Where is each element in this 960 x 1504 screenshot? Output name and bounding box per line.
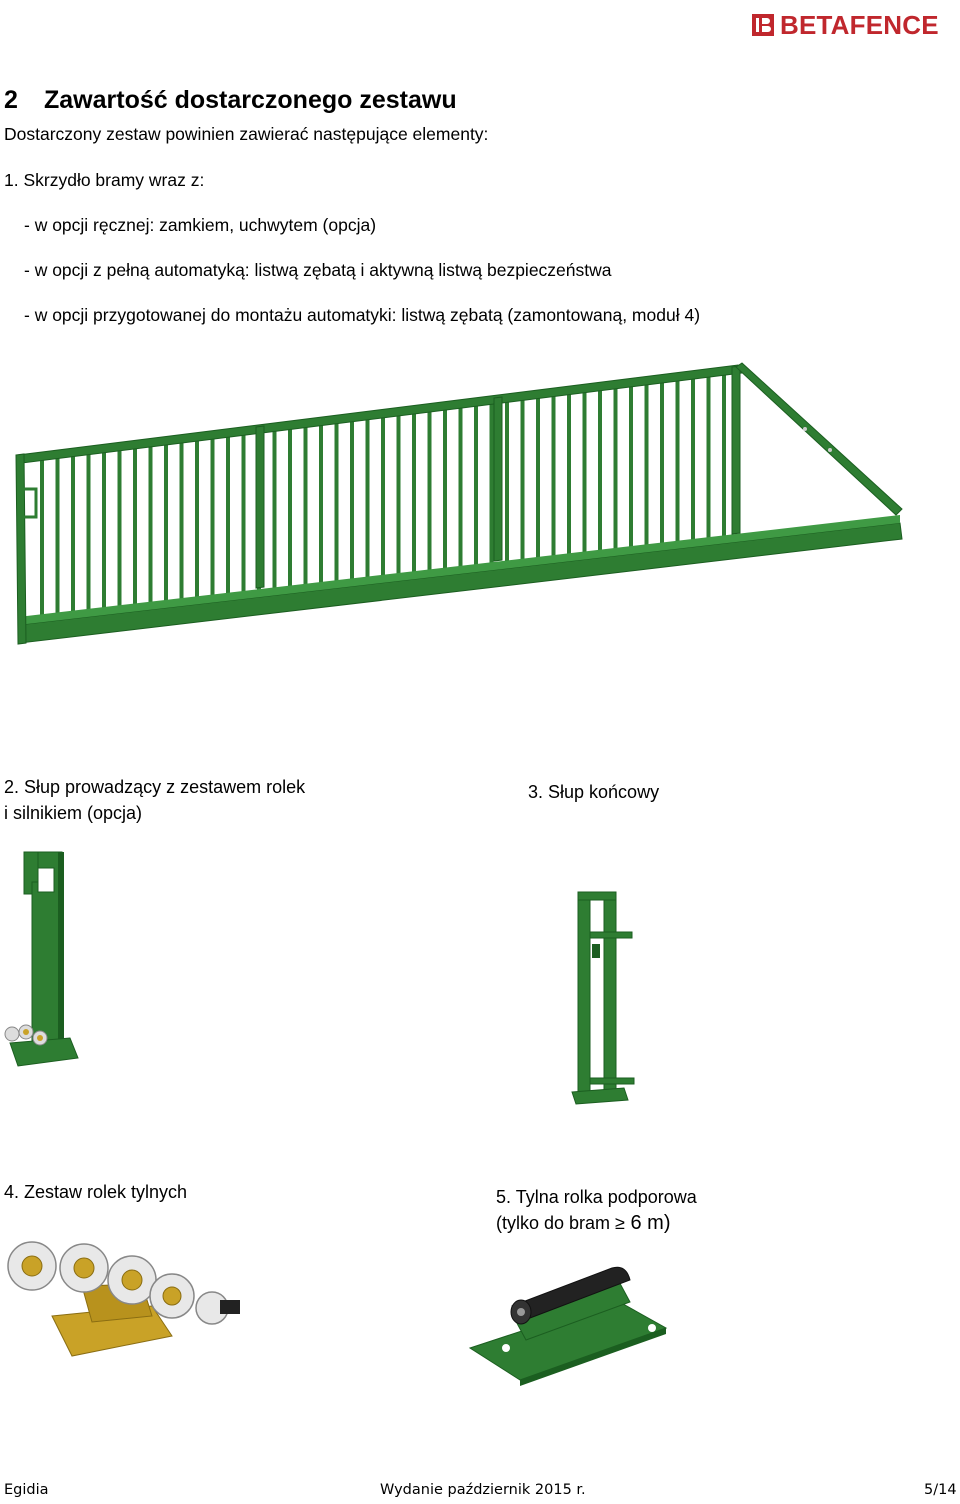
gate-bar: [195, 437, 199, 605]
sliding-gate-illustration: [10, 355, 910, 665]
gate-bar: [707, 373, 711, 545]
item1-option-manual: - w opcji ręcznej: zamkiem, uchwytem (opcja): [24, 215, 377, 235]
item2-line1: 2. Słup prowadzący z zestawem rolek: [4, 777, 306, 797]
gate-bar: [490, 400, 494, 570]
end-post-illustration: [568, 888, 640, 1110]
gate-bar: [521, 396, 525, 567]
section-title: Zawartość dostarczonego zestawu: [44, 86, 457, 114]
section-number: 2: [4, 86, 18, 114]
gate-bar: [459, 404, 463, 574]
item3-caption: 3. Słup końcowy: [528, 782, 660, 802]
item5-caption: [496, 1184, 697, 1236]
gate-bar: [288, 425, 292, 594]
gate-bar: [474, 402, 478, 572]
gate-bar: [87, 450, 91, 617]
gate-bar: [335, 419, 339, 588]
gate-bar: [350, 418, 354, 587]
gate-bar: [598, 387, 602, 558]
item1-option-automatic: - w opcji z pełną automatyką: listwą zębatą i aktywną listwą bezpieczeństwa: [24, 260, 612, 280]
gate-bar: [722, 371, 726, 544]
item1-option-prepared: - w opcji przygotowanej do montażu automatyki: listwą zębatą (zamontowaną, moduł 4): [24, 305, 701, 325]
item2-line2: i silnikiem (opcja): [4, 803, 143, 823]
footer-edition: Wydanie październik 2015 r.: [380, 1482, 586, 1498]
betafence-logo-icon: [752, 14, 774, 36]
gate-bar: [567, 390, 571, 561]
gate-bar: [211, 435, 215, 603]
rear-roller-set-illustration: [2, 1226, 247, 1366]
gate-bar: [397, 412, 401, 582]
footer-product: Egidia: [4, 1482, 49, 1498]
gate-bar: [40, 456, 44, 622]
gate-bar: [505, 398, 509, 569]
item5-line2-prefix: (tylko do bram: [496, 1213, 616, 1233]
item5-line2-value: 6 m): [624, 1212, 671, 1234]
section-intro: Dostarczony zestaw powinien zawierać następujące elementy:: [4, 124, 489, 144]
item4-caption: 4. Zestaw rolek tylnych: [4, 1182, 188, 1202]
gate-bar: [614, 385, 618, 557]
gate-bar: [273, 427, 277, 595]
gate-bar: [536, 394, 540, 565]
section-heading: [4, 86, 457, 115]
gate-bar: [412, 410, 416, 580]
gate-bar: [583, 388, 587, 559]
guide-post-illustration: [0, 848, 90, 1073]
logo-text: BETAFENCE: [780, 9, 939, 40]
gate-bar: [180, 439, 184, 607]
gate-bar: [133, 445, 137, 612]
gate-bar: [56, 454, 60, 620]
gate-bar: [428, 408, 432, 578]
gate-bar: [660, 379, 664, 551]
item2-caption: [4, 774, 305, 826]
gate-bar: [366, 416, 370, 585]
gate-bar: [226, 433, 230, 601]
gate-bar: [691, 375, 695, 547]
footer-page-number: 5/14: [924, 1482, 957, 1498]
gate-bar: [164, 441, 168, 608]
gate-bar: [381, 414, 385, 583]
gate-bar: [443, 406, 447, 576]
gate-bar: [552, 392, 556, 563]
gate-bar: [645, 381, 649, 553]
item1-title: 1. Skrzydło bramy wraz z:: [4, 170, 205, 190]
gate-bar: [319, 421, 323, 590]
item5-line1: 5. Tylna rolka podporowa: [496, 1187, 697, 1207]
gate-bar: [149, 443, 153, 610]
gate-bar: [629, 383, 633, 555]
rear-support-roller-illustration: [466, 1256, 671, 1386]
gate-bar: [304, 423, 308, 592]
gate-bar: [118, 447, 122, 614]
gate-bar: [102, 449, 106, 616]
gate-bar: [71, 452, 75, 618]
gate-bar: [676, 377, 680, 549]
item5-line2: [496, 1210, 697, 1236]
brand-logo: [752, 10, 939, 40]
gate-bar: [242, 431, 246, 599]
greater-equal-symbol: ≥: [615, 1213, 625, 1233]
